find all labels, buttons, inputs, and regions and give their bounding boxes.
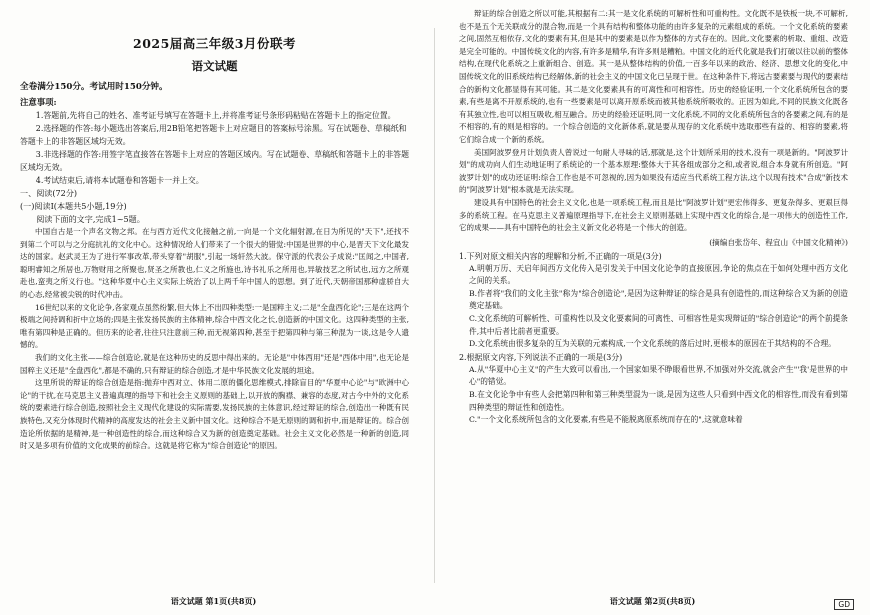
question-1: 1.下列对原文相关内容的理解和分析,不正确的一项是(3分) [459,251,662,261]
passage-paragraph: 美国阿波罗登月计划负责人曾说过一句耐人寻味的话,那就是,这个计划所采用的技术,没有一项是新的。"阿波罗计划"的成功向人们生动地证明了系统论的一个基本原理:整体大于其各组成部分之和,或者说,组合本身就有所创造。"阿波罗计划"的成功还证明:综合工作也是不可忽视的,因为如果没有适应当代系统工程方法,这个以现有技术"合成"新技术的"阿波罗计划"根本就是无法实现。 [459,147,848,195]
reading-instruction: 阅读下面的文字,完成1~5题。 [36,214,145,224]
question-1-option: D.文化系统由很多复杂的互为关联的元素构成,一个文化系统的落后过时,更根本的原因在于其结构的不合理。 [469,339,836,349]
subject-title: 语文试题 [191,59,238,73]
note-item: 3.非选择题的作答:用签字笔直接答在答题卡上对应的答题区域内。写在试题卷、草稿纸和答题卡上的非答题区域均无效。 [20,150,409,172]
passage-right [459,8,848,235]
passage-paragraph: 我们的文化主张——综合创造论,就是在这种历史的反思中得出来的。无论是"中体西用"还是"西体中用",也无论是国粹主义还是"全盘西化",都是不确的,只有辩证的综合创造,才是中华民族文化发展的坦途。 [20,352,409,375]
page-left [6,0,421,615]
question-2-option: C."一个文化系统所包含的文化要素,有些是不能脱离原系统而存在的",这就意味着 [469,415,743,425]
passage-paragraph: 中国自古是一个声名文物之邦。在与西方近代文化接触之前,一向是一个文化辐射源,在日为所见的"天下",还找不到第二个可以与之分庭抗礼的文化中心。这种情况给人们带来了一个很大的错觉:中国是世界的中心,是晋天下文化最发达的国家。赵武灵王为了进行军事改革,带头穿着"胡服",引起一场轩然大波。保守派的代表公子成说:"匡闻之,中国者,聪明睿知之所居也,万物财用之所聚也,贤圣之所教也,仁义之所施也,诗书礼乐之所用也,异敏技艺之所试也,远方之所观赴也,蛮夷之所义行也。"这种华夏中心主义实际上统治了以上两千年中国人的思想。到了近代,天朝帝国那种虚骄自大的心态,经常被尖锐的时代冲击。 [20,227,409,299]
passage-paragraph: 辩证的综合创造之所以可能,其根据有二:其一是文化系统的可解析性和可重构性。文化既不是铁板一块,不可解析,也不是五个无关联成分的混合物,而是一个具有结构和整体功能的由许多复杂的元素组成的系统。一个文化系统的要素之间,固然互相依存,文化的要素有其,但是其中的要素是以作为整体的方式存在的。因此,文化要素的析取、重组、改造是完全可能的。中国传统文化的内容,有许多是精华,有许多则是糟粕。中国文化的近代化就是我们打破以往以前的整体结构,在现代化系统之上重新组合、创造。其一是从整体结构的价值,一百多年以来的政治、经济、思想文化的变化,中国传统文化的旧系统结构已经解体,新的社会主义的中国文化已呈现于世。在这种条件下,将远古要素要与现代的要素结合的新构文化都显得有其可能。其二是文化要素具有的可离性和可相容性。历史的经验证明,一个文化系统所包含的要素,有些是离不开原系统的,也有一些要素是可以离开原系统而被其他系统所吸收的。正因为如此,不同的民族文化既各有其独立性,也可以相互吸收,相互融合。历史的经验还证明,同一文化系统,不同的文化系统所包含的各要素之间,有的是不相容的,有的则是相容的。一个综合创造的文化新体系,就是要从现存的文化系统中选取那些有益的、相容的要素,将它们综合成一个新的系统。 [459,9,848,144]
note-item: 1.答题前,先将自己的姓名、准考证号填写在答题卡上,并将准考证号条形码粘贴在答题卡上的指定位置。 [35,111,396,120]
notes-heading: 注意事项: [20,97,57,107]
note-item: 2.选择题的作答:每小题选出答案后,用2B铅笔把答题卡上对应题目的答案标号涂黑。写在试题卷、草稿纸和答题卡上的非答题区域均无效。 [20,124,407,146]
exam-info: 全卷满分150分。考试用时150分钟。 [20,82,168,92]
exam-title: 2025届高三年级3月份联考 [133,36,296,51]
question-2-option: A.从"华夏中心主义"的产生大致可以看出,一个国家如果不睁眼看世界,不加强对外交流,就会产生"'我'是世界的中心"的错觉。 [469,364,848,387]
passage-paragraph: 16世纪以来的文化论争,各家观点虽然纷繁,但大体上不出四种类型:一是国粹主义;二是"全盘西化论";三是在这两个极端之间持调和折中立场的;四是主张发扬民族的主体精神,综合中西文化之长,创造新的中国文化。这四种类型的主张,唯有第四种是正确的。但历来的论者,往往只注意前三种,而无视第四种,甚至于把第四种与第三种混为一谈,这是令人遗憾的。 [20,302,409,350]
question-1-option: A.明朝万历、天启年间西方文化传入是引发关于中国文化论争的直接原因,争论的焦点在于如何处理中西方文化之间的关系。 [469,263,848,286]
passage-source: (摘编自张岱年、程宜山《中国文化精神》) [709,237,848,247]
page-footer-left: 语文试题 第1页(共8页) [170,596,257,606]
question-2-option: B.在文化论争中有些人会把第四种和第三种类型混为一谈,是因为这些人只看到中西文化的相容性,而没有看到第四种类型的辩证性和创造性。 [469,390,848,412]
note-item: 4.考试结束后,请将本试题卷和答题卡一并上交。 [35,176,204,185]
question-1-option: C.文化系统的可解析性、可重构性以及文化要素间的可离性、可相容性是实现辩证的"综合创造论"的两个前提条件,其中后者比前者更重要。 [469,314,848,336]
region-badge: GD [834,599,854,610]
passage-paragraph: 建设具有中国特色的社会主义文化,也是一项系统工程,而且是比"阿波罗计划"更宏伟得多、更复杂得多、更艰巨得多的系统工程。在马克思主义普遍原理指导下,在社会主义原则基础上实现中西文化的综合,是一项伟大的创造性工作,它的成果——具有中国特色的社会主义新文化必将是一个伟大的创造。 [459,197,848,233]
page-divider [434,28,435,583]
passage-paragraph: 这里所说的辩证的综合创造是指:抛弃中西对立、体用二原的僵化思维模式,排除盲目的"华夏中心论"与"欧洲中心论"的干扰,在马克思主义普遍真理的指导下和社会主义原则的基础上,以开放的胸襟、兼容的态度,对古今中外的文化系统的要素进行综合创造,按照社会主义现代化建设的实际需要,发扬民族的主体意识,经过辩证的综合,创造出一种既有民族特色,又充分体现时代精神的高度发达的社会主义新中国文化。这种综合不是无原则的调和折中,而是辩证的。综合创造论所依据的是精神,是一种创造性的综合,而这种综合又为新的创造奠定基础。社会主义文化必然是一种新的创造,同时又是多项有价值的文化成果的前综合。这就是将它称为"综合创造论"的原因。 [20,378,409,451]
question-2: 2.根据原文内容,下列说法不正确的一项是(3分) [459,352,623,362]
notes-list [20,109,409,187]
subsection-heading: (一)阅读Ⅰ(本题共5小题,19分) [20,201,127,211]
passage-left [20,226,409,453]
section-heading: 一、阅读(72分) [20,188,78,198]
page-right [445,0,860,615]
question-1-option: B.作者将"我们的文化主张"称为"综合创造论",是因为这种辩证的综合是具有创造性的,而这种综合又为新的创造奠定基础。 [469,288,848,311]
page-footer-right: 语文试题 第2页(共8页) [609,596,696,606]
